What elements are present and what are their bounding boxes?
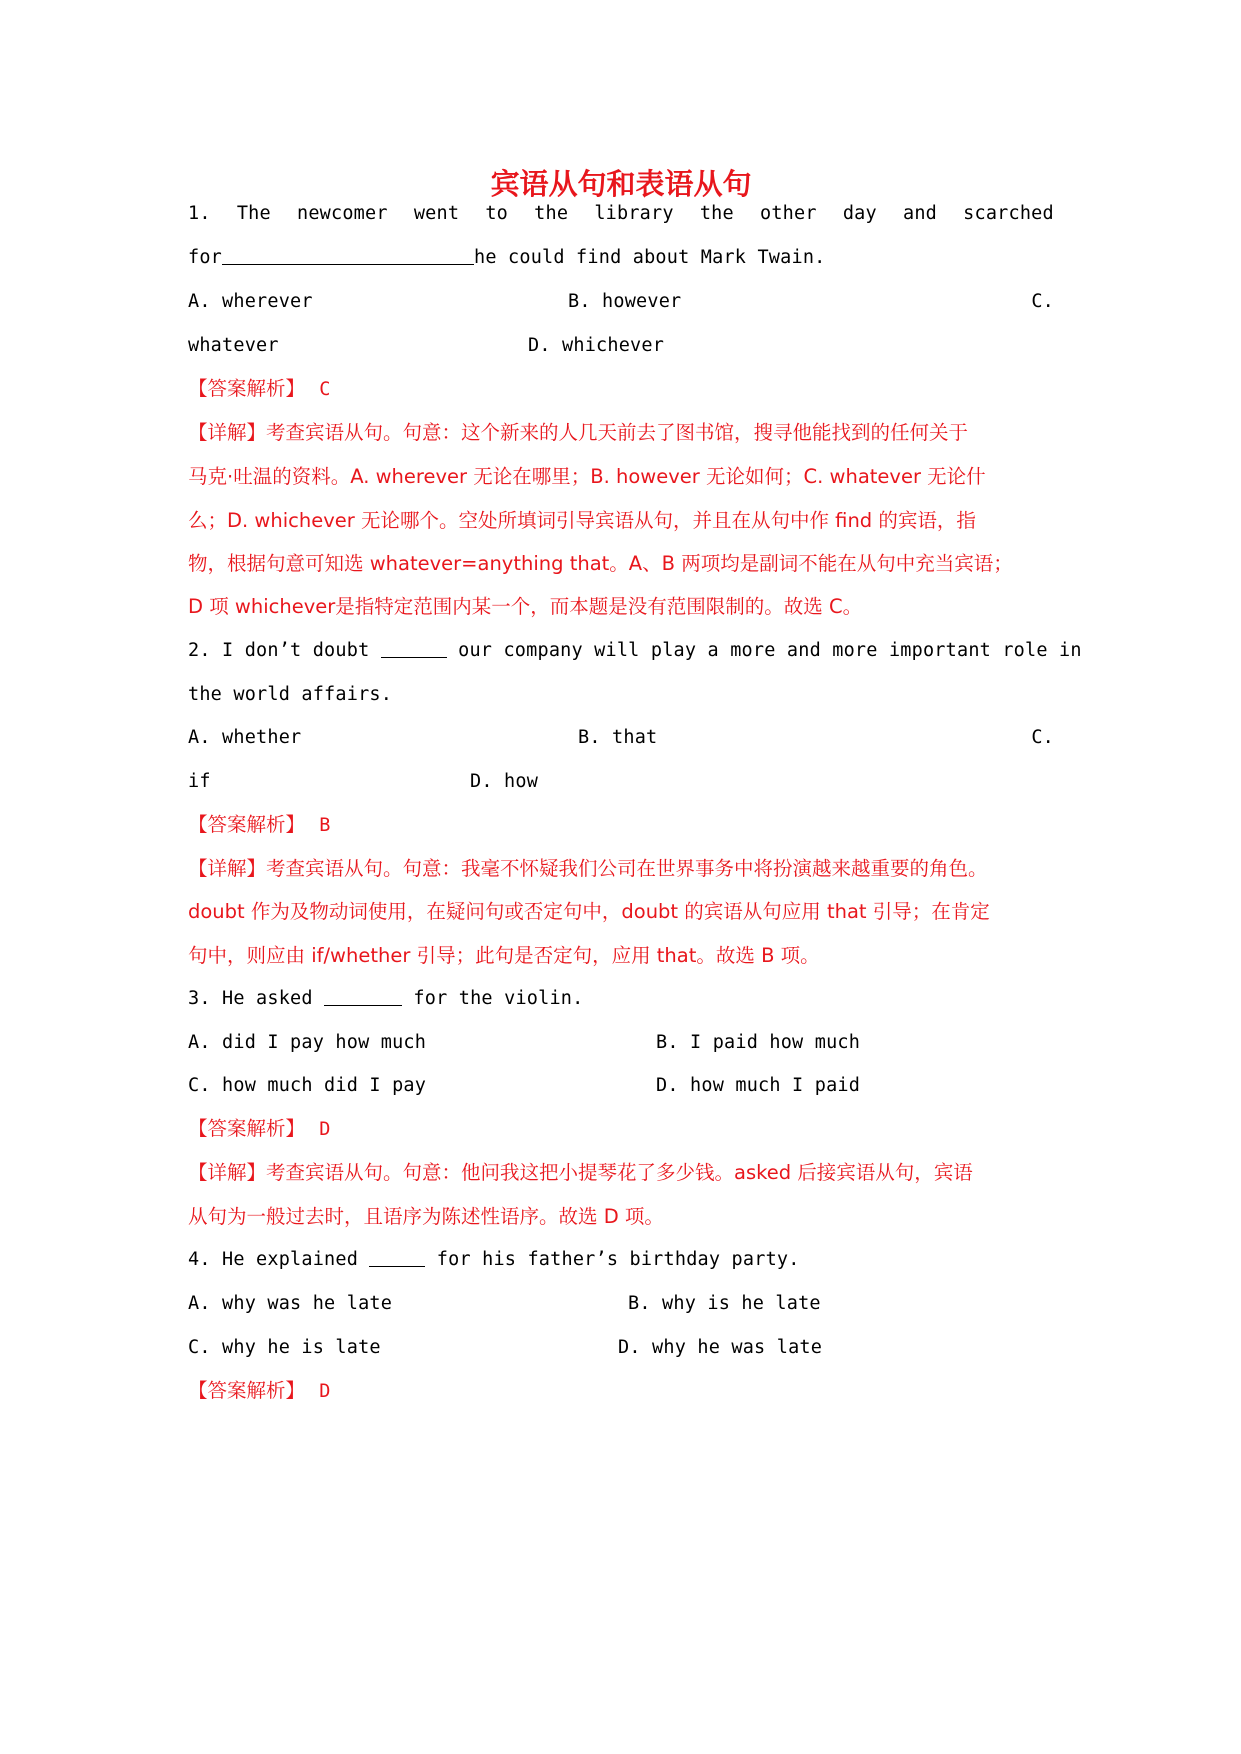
option-c-text: if [188, 771, 211, 792]
q3-stem: 3. He asked for the violin. [188, 985, 1054, 1013]
q1-detail-5: D 项 whichever是指特定范围内某一个，而本题是没有范围限制的。故选 C。 [188, 595, 863, 618]
q2-stem-line2: the world affairs. [188, 684, 393, 705]
answer-blank [369, 1246, 425, 1267]
page-title: 宾语从句和表语从句 [490, 167, 752, 201]
word: scarched [963, 203, 1054, 224]
option-b: B. that [578, 727, 658, 748]
answer-blank [381, 637, 447, 658]
word: newcomer [296, 203, 388, 224]
q1-answer: 【答案解析】 C [188, 377, 331, 400]
option-c-label: C. [1031, 291, 1054, 312]
q1-detail-2: 马克·吐温的资料。A. wherever 无论在哪里；B. however 无论如何；C. whatever 无论什 [188, 465, 986, 488]
word: to [485, 203, 509, 224]
q2-detail-2: doubt 作为及物动词使用，在疑问句或否定句中，doubt 的宾语从句应用 that 引导；在肯定 [188, 900, 990, 923]
option-b: B. why is he late [628, 1293, 821, 1314]
option-a: A. wherever [188, 291, 313, 312]
option-b: B. I paid how much [656, 1032, 861, 1053]
q1-detail-1: 【详解】考查宾语从句。句意：这个新来的人几天前去了图书馆，搜寻他能找到的任何关于 [188, 421, 969, 444]
option-c: C. why he is late [188, 1337, 381, 1358]
option-d: D. how much I paid [656, 1075, 861, 1096]
q3-detail-2: 从句为一般过去时，且语序为陈述性语序。故选 D 项。 [188, 1205, 664, 1228]
option-c-label: C. [1031, 727, 1054, 748]
option-a: A. why was he late [188, 1293, 393, 1314]
q1-stem-line2: for he could find about Mark Twain. [188, 244, 1054, 272]
answer-blank [324, 985, 402, 1006]
q1-detail-4: 物，根据句意可知选 whatever=anything that。A、B 两项均是副词不能在从句中充当宾语； [188, 552, 1013, 575]
q4-stem: 4. He explained for his father’s birthday party. [188, 1246, 1054, 1274]
word: library [594, 203, 674, 224]
option-d: D. whichever [528, 335, 665, 356]
option-d: D. how [470, 771, 539, 792]
word: other [760, 203, 817, 224]
option-a: A. did I pay how much [188, 1032, 427, 1053]
q3-detail-1: 【详解】考查宾语从句。句意：他问我这把小提琴花了多少钱。asked 后接宾语从句，宾语 [188, 1161, 973, 1184]
q2-detail-3: 句中，则应由 if/whether 引导；此句是否定句，应用 that。故选 B 项。 [188, 944, 820, 967]
word: The [236, 203, 271, 224]
option-d: D. why he was late [618, 1337, 823, 1358]
option-c: C. how much did I pay [188, 1075, 427, 1096]
q2-stem-line1: 2. I don’t doubt our company will play a more and more important role in [188, 637, 1054, 665]
q3-answer: 【答案解析】 D [188, 1117, 331, 1140]
q4-answer: 【答案解析】 D [188, 1379, 331, 1402]
q1-detail-3: 么；D. whichever 无论哪个。空处所填词引导宾语从句，并且在从句中作 find 的宾语，指 [188, 509, 976, 532]
word: and [903, 203, 938, 224]
word: the [699, 203, 734, 224]
word: the [534, 203, 569, 224]
q1-stem-line1 [188, 200, 1054, 228]
option-c-text: whatever [188, 335, 279, 356]
word: went [413, 203, 460, 224]
q2-answer: 【答案解析】 B [188, 813, 331, 836]
option-a: A. whether [188, 727, 302, 748]
word: 1. [188, 203, 211, 224]
option-b: B. however [568, 291, 682, 312]
word: day [842, 203, 877, 224]
answer-blank [222, 244, 474, 265]
q2-detail-1: 【详解】考查宾语从句。句意：我毫不怀疑我们公司在世界事务中将扮演越来越重要的角色。 [188, 857, 988, 880]
